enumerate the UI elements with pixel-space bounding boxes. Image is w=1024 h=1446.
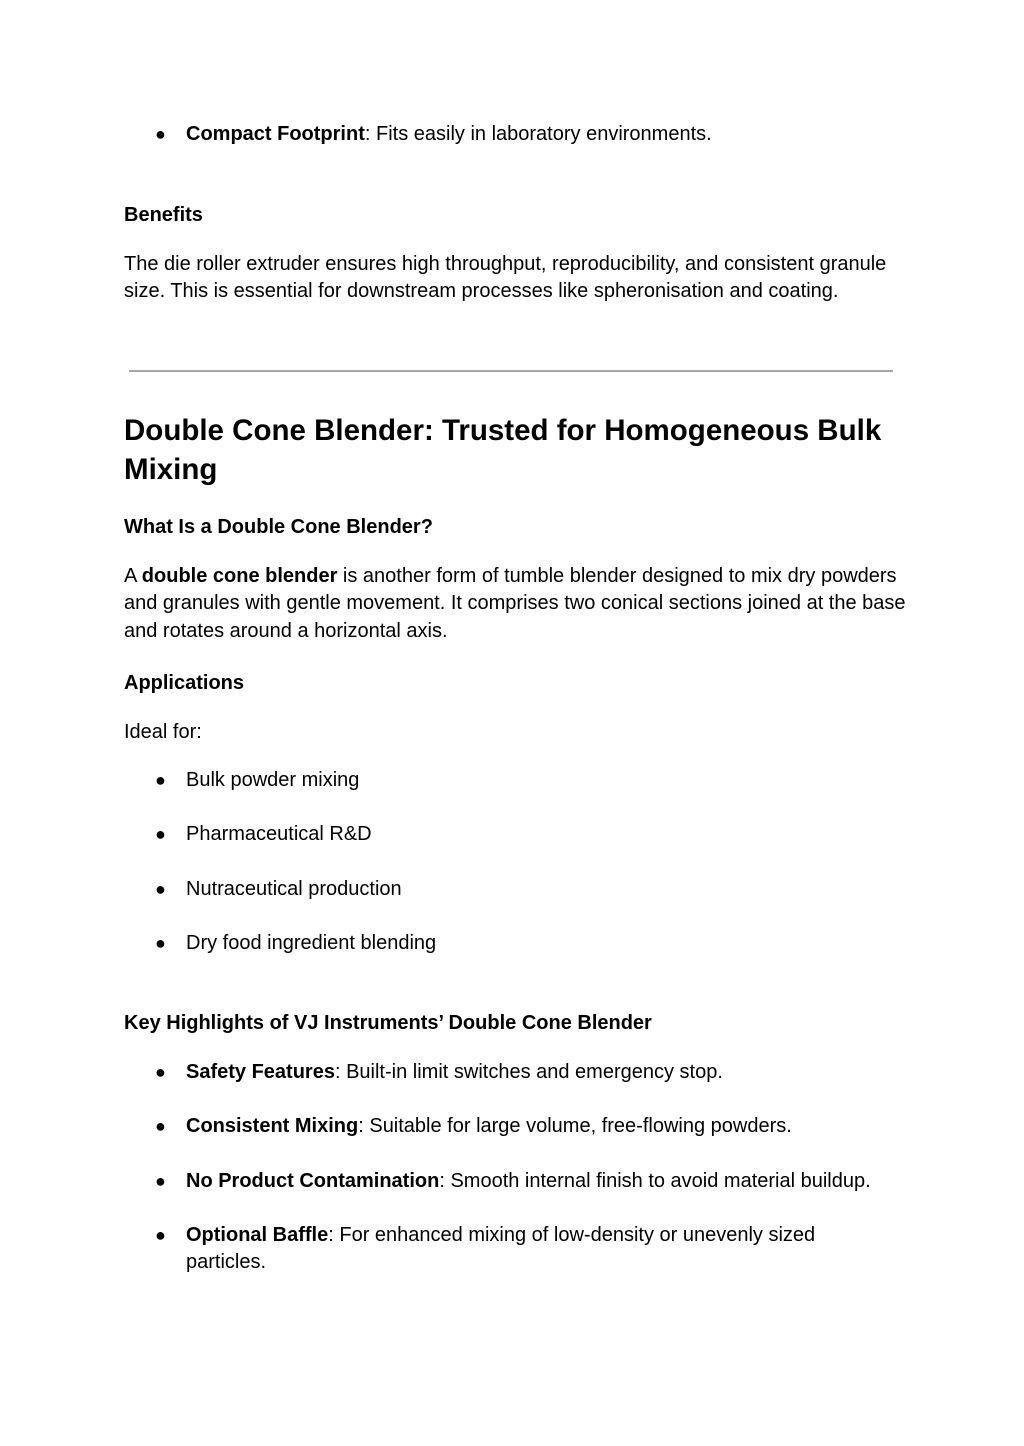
highlights-heading: Key Highlights of VJ Instruments’ Double Cone Blender — [124, 1012, 652, 1034]
list-item: Bulk powder mixing — [186, 769, 360, 791]
list-item-term: Compact Footprint — [186, 123, 365, 145]
list-item-term: Consistent Mixing — [186, 1115, 359, 1137]
list-item: Pharmaceutical R&D — [186, 823, 372, 845]
what-is-heading: What Is a Double Cone Blender? — [124, 516, 433, 538]
list-item-text: : Fits easily in laboratory environments. — [364, 123, 712, 145]
list-item — [186, 1113, 792, 1140]
list-item-text: : Smooth internal finish to avoid material buildup. — [439, 1170, 871, 1192]
list-item — [186, 1222, 866, 1277]
list-item — [186, 121, 712, 148]
bullet-marker: ● — [155, 124, 166, 144]
list-item-text: : Built-in limit switches and emergency stop. — [334, 1061, 723, 1083]
list-item-text: : Suitable for large volume, free-flowing powders. — [358, 1115, 792, 1137]
list-item: Dry food ingredient blending — [186, 932, 437, 954]
bullet-marker: ● — [155, 879, 166, 899]
list-item-term: Optional Baffle — [186, 1224, 329, 1246]
bullet-marker: ● — [155, 824, 166, 844]
benefits-paragraph: The die roller extruder ensures high throughput, reproducibility, and consistent granule size. This is essential for downstream processes like spheronisation and coating. — [124, 253, 887, 303]
list-item-term: Safety Features — [186, 1061, 335, 1083]
bullet-marker: ● — [155, 770, 166, 790]
section-divider — [129, 370, 893, 372]
list-item — [186, 1059, 723, 1086]
applications-intro: Ideal for: — [124, 721, 202, 743]
bullet-marker: ● — [155, 1062, 166, 1082]
bullet-marker: ● — [155, 1116, 166, 1136]
what-is-prefix: A — [124, 565, 142, 587]
applications-heading: Applications — [124, 672, 245, 694]
list-item — [186, 1168, 871, 1195]
section-title: Double Cone Blender: Trusted for Homogeneous Bulk Mixing — [124, 414, 882, 486]
what-is-rest: is another form of tumble blender designed to mix dry powders and granules with gentle movement. It comprises two conical sections joined at the base and rotates around a horizontal axis. — [124, 565, 906, 642]
list-item-text: : For enhanced mixing of low-density or unevenly sized particles. — [186, 1224, 816, 1274]
benefits-heading: Benefits — [124, 204, 203, 226]
bullet-marker: ● — [155, 933, 166, 953]
bullet-marker: ● — [155, 1171, 166, 1191]
list-item-term: No Product Contamination — [186, 1170, 440, 1192]
bullet-marker: ● — [155, 1225, 166, 1245]
list-item: Nutraceutical production — [186, 878, 402, 900]
what-is-term: double cone blender — [141, 565, 338, 587]
what-is-paragraph — [124, 563, 914, 645]
